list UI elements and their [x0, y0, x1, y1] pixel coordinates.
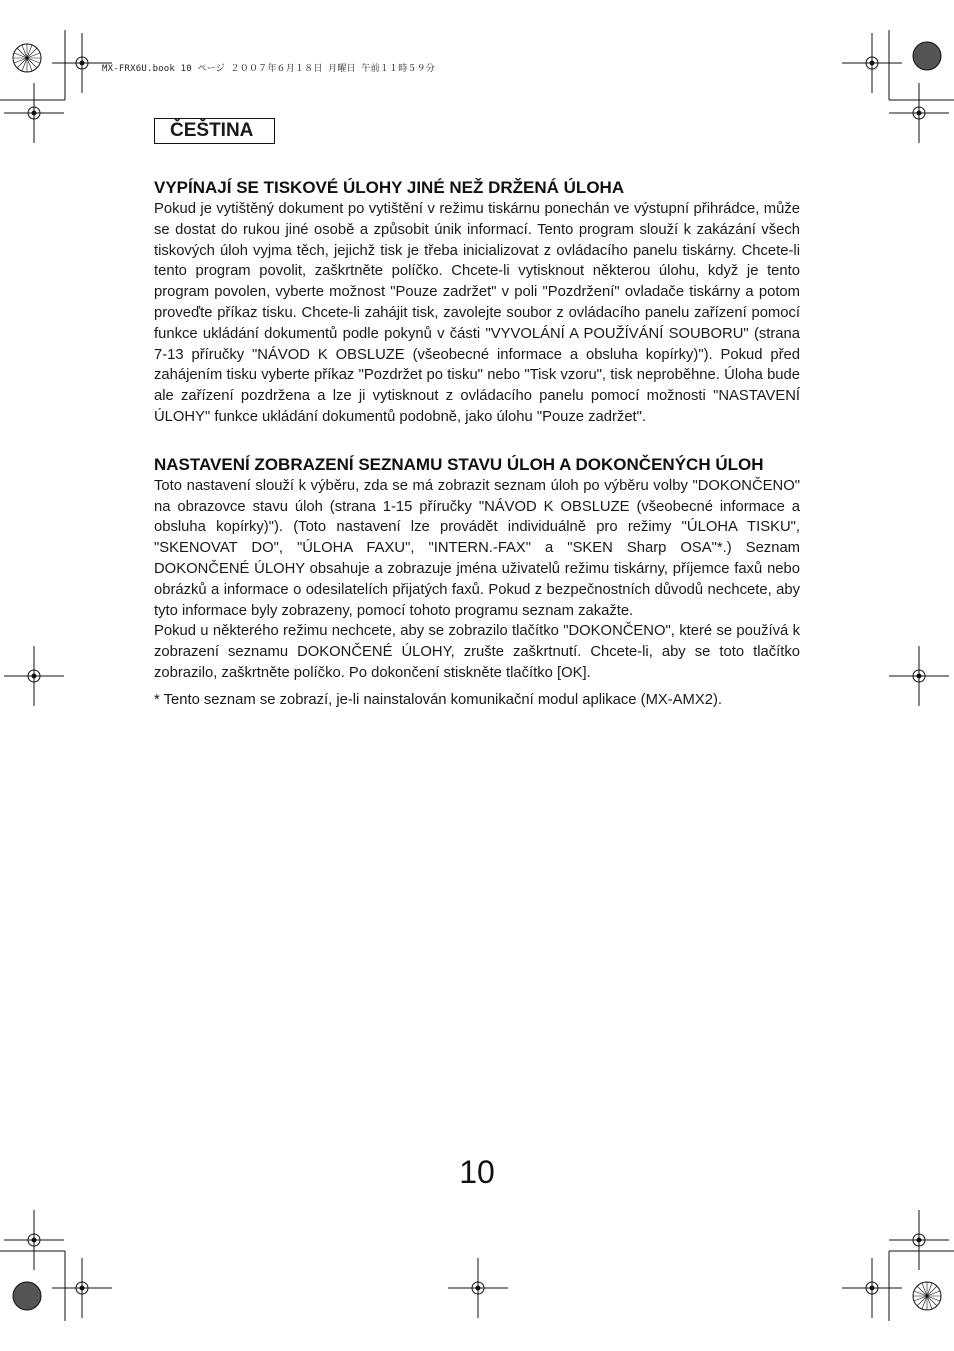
footnote: * Tento seznam se zobrazí, je-li nainstalován komunikační modul aplikace (MX-AMX2). [154, 691, 723, 708]
section-heading: NASTAVENÍ ZOBRAZENÍ SEZNAMU STAVU ÚLOH A DOKONČENÝCH ÚLOH [154, 454, 764, 474]
dot-disc-mark [913, 42, 941, 70]
section-paragraph: Toto nastavení slouží k výběru, zda se má zobrazit seznam úloh po výběru volby "DOKONČENO" na obrazovce stavu úloh (strana 1-15 příručky "NÁVOD K OBSLUZE (všeobecné informace a obsluha kopírky)"). (Toto nastavení lze provádět individuálně pro režimy "ÚLOHA TISKU", "SKENOVAT DO", "ÚLOHA FAXU", "INTERN.-FAX" a "SKEN Sharp OSA"*.) Seznam DOKONČENÉ ÚLOHY obsahuje a zobrazuje jména uživatelů režimu tiskárny, příjemce faxů nebo obrázků a informace o odesilatelích přijatých faxů. Pokud z bezpečnostních důvodů nechcete, aby tyto informace byly zobrazeny, pomocí tohoto programu seznam zakažte. [154, 477, 800, 619]
section-paragraph: Pokud je vytištěný dokument po vytištění v režimu tiskárnu ponechán ve výstupní přihrádce, může se dostat do rukou jiné osobě a způsobit únik informací. Tento program slouží k zakázání všech tiskových úloh vyjma těch, jejichž tisk je třeba inicializovat z ovládacího panelu tiskárny. Chcete-li tento program povolit, zaškrtněte políčko. Chcete-li vytisknout některou úlohu, když je tento program povolen, vyberte možnost "Pouze zadržet" v poli "Pozdržení" ovladače tiskárny a potom proveďte příkaz tisku. Chcete-li zahájit tisk, zavolejte soubor z ovládacího panelu zařízení pomocí funkce ukládání dokumentů podle pokynů v části "VYVOLÁNÍ A POUŽÍVÁNÍ SOUBORU" (strana 7-13 příručky "NÁVOD K OBSLUZE (všeobecné informace a obsluha kopírky)"). Pokud před zahájením tisku vyberte příkaz "Pozdržet po tisku" nebo "Tisk vzoru", tisk neproběhne. Úloha bude ale zařízení pozdržena a lze ji vytisknout z ovládacího panelu pomocí možnosti "NASTAVENÍ ÚLOHY" funkce ukládání dokumentů podobně, jako úlohu "Pouze zadržet". [154, 201, 800, 425]
page-number: 10 [459, 1154, 495, 1190]
starburst-mark [13, 44, 41, 72]
section-paragraph: Pokud u některého režimu nechcete, aby se zobrazilo tlačítko "DOKONČENO", které se používá k zobrazení seznamu DOKONČENÉ ÚLOHY, zrušte zaškrtnutí. Chcete-li, aby se toto tlačítko zobrazilo, zaškrtněte políčko. Po dokončení stiskněte tlačítko [OK]. [154, 623, 800, 681]
section-heading: VYPÍNAJÍ SE TISKOVÉ ÚLOHY JINÉ NEŽ DRŽENÁ ÚLOHA [154, 178, 625, 197]
dot-disc-mark [13, 1282, 41, 1310]
starburst-mark [913, 1282, 941, 1310]
print-metadata-line: MX-FRX6U.book 10 ページ ２００７年６月１８日 月曜日 午前１１時５９分 [102, 64, 435, 74]
main-content [154, 176, 800, 711]
language-tab: ČEŠTINA [154, 118, 275, 144]
